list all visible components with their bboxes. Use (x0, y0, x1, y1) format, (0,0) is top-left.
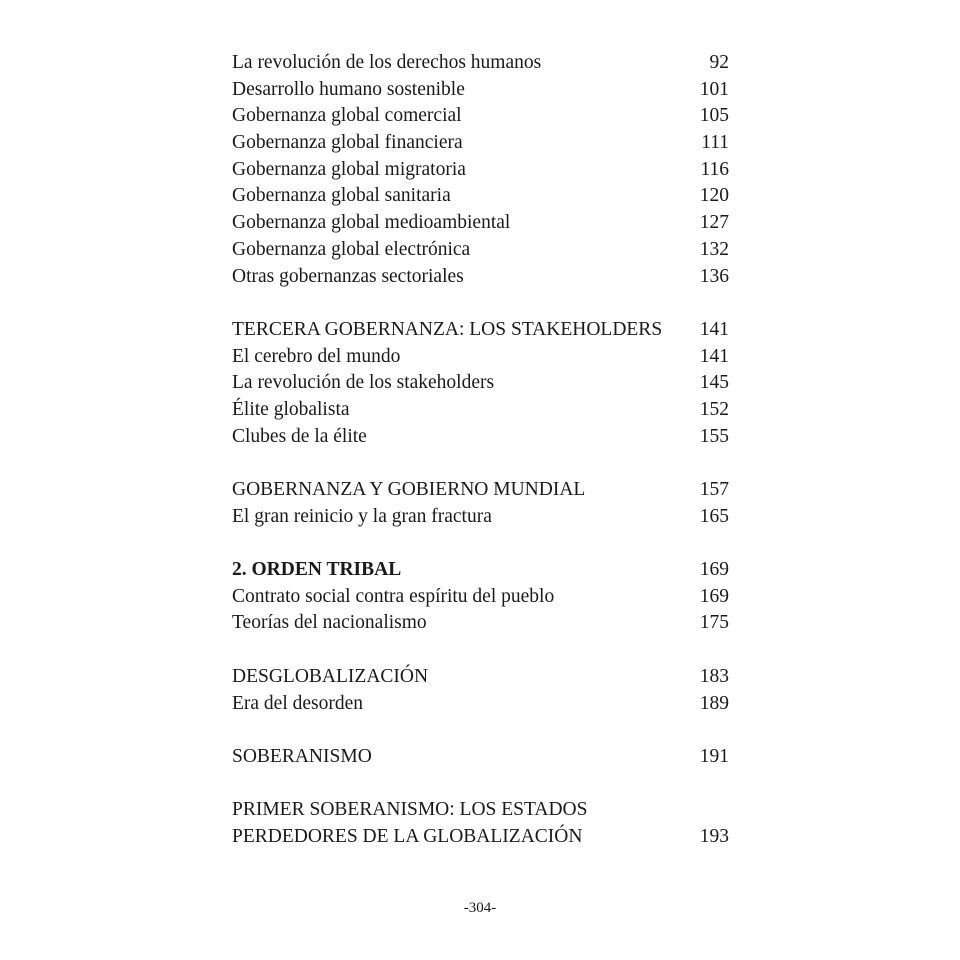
toc-chapter-heading (232, 557, 729, 584)
toc-entry-page: 189 (699, 692, 729, 714)
toc-entry-page: 183 (699, 665, 729, 687)
toc-entry-title: La revolución de los derechos humanos (232, 52, 542, 73)
toc-entry-page: 120 (699, 185, 729, 207)
toc-entry-page: 145 (699, 372, 729, 394)
toc-entry-page: 169 (699, 559, 729, 581)
toc-entry-page: 152 (699, 398, 729, 420)
toc-entry-page: 105 (699, 105, 729, 127)
toc-entry-title: Desarrollo humano sostenible (232, 78, 465, 100)
toc-entry-title: Gobernanza global sanitaria (232, 185, 451, 207)
toc-entry (232, 584, 729, 611)
toc-entry (232, 504, 729, 531)
toc-entry-page: 191 (699, 745, 729, 767)
toc-entry-page: 141 (699, 345, 729, 367)
toc-entry (232, 103, 729, 130)
toc-section-heading (232, 317, 729, 344)
toc-entry-title: PERDEDORES DE LA GLOBALIZACIÓN (232, 825, 583, 847)
toc-entry-title: El gran reinicio y la gran fractura (232, 505, 492, 527)
toc-entry-title: Contrato social contra espíritu del pueblo (232, 585, 555, 607)
toc-entry-title: Otras gobernanzas sectoriales (232, 265, 464, 287)
toc-entry-page: 141 (699, 318, 729, 340)
toc-entry-title: Teorías del nacionalismo (232, 612, 427, 634)
toc-entry-title: Gobernanza global financiera (232, 132, 463, 154)
toc-entry-title: Clubes de la élite (232, 425, 367, 447)
toc-entry-page: 136 (699, 265, 729, 287)
toc-section-heading (232, 664, 729, 691)
toc-entry-title: SOBERANISMO (232, 745, 372, 767)
toc-entry-page: 132 (699, 238, 729, 260)
toc-entry-title: Era del desorden (232, 692, 364, 714)
toc-entry (232, 397, 729, 424)
toc-entry-page: 155 (699, 425, 729, 447)
toc-entry (232, 610, 729, 637)
toc-entry-title: Élite globalista (232, 398, 350, 420)
toc-entry-title: Gobernanza global migratoria (232, 158, 466, 180)
toc-entry (232, 157, 729, 184)
toc-entry-title: Gobernanza global medioambiental (232, 212, 511, 234)
toc-entry (232, 77, 729, 104)
toc-entry-title: PRIMER SOBERANISMO: LOS ESTADOS (232, 799, 588, 821)
toc-entry-title: GOBERNANZA Y GOBIERNO MUNDIAL (232, 479, 586, 500)
toc-entry-page: 92 (709, 52, 729, 73)
toc-entry (232, 691, 729, 718)
toc-entry (232, 344, 729, 371)
toc-entry-title: La revolución de los stakeholders (232, 372, 495, 394)
toc-entry-page: 116 (700, 158, 729, 180)
toc-entry-title: DESGLOBALIZACIÓN (232, 665, 429, 687)
toc-entry (232, 50, 729, 77)
toc-entry (232, 264, 729, 291)
toc-entry (232, 210, 729, 237)
toc-entry-page: 169 (699, 585, 729, 607)
toc-entry (232, 130, 729, 157)
table-of-contents (232, 50, 729, 851)
toc-section-heading (232, 744, 729, 771)
toc-section-heading-continued (232, 824, 729, 851)
toc-entry-title: TERCERA GOBERNANZA: LOS STAKEHOLDERS (232, 318, 663, 340)
toc-entry-page: 101 (699, 78, 729, 100)
toc-entry-title: El cerebro del mundo (232, 345, 401, 367)
toc-entry-page: 193 (699, 825, 729, 847)
page-number: -304- (463, 900, 497, 916)
toc-entry (232, 370, 729, 397)
toc-section-heading (232, 797, 729, 824)
toc-entry-page: 157 (699, 479, 729, 500)
toc-entry-title: Gobernanza global comercial (232, 105, 462, 127)
toc-entry (232, 237, 729, 264)
toc-entry-page: 165 (699, 505, 729, 527)
toc-entry-page: 175 (699, 612, 729, 634)
toc-entry (232, 183, 729, 210)
toc-section-heading (232, 477, 729, 504)
toc-entry-page: 111 (701, 132, 729, 154)
toc-entry (232, 424, 729, 451)
toc-entry-title: 2. ORDEN TRIBAL (232, 559, 402, 581)
toc-entry-title: Gobernanza global electrónica (232, 238, 471, 260)
toc-entry-page: 127 (699, 212, 729, 234)
